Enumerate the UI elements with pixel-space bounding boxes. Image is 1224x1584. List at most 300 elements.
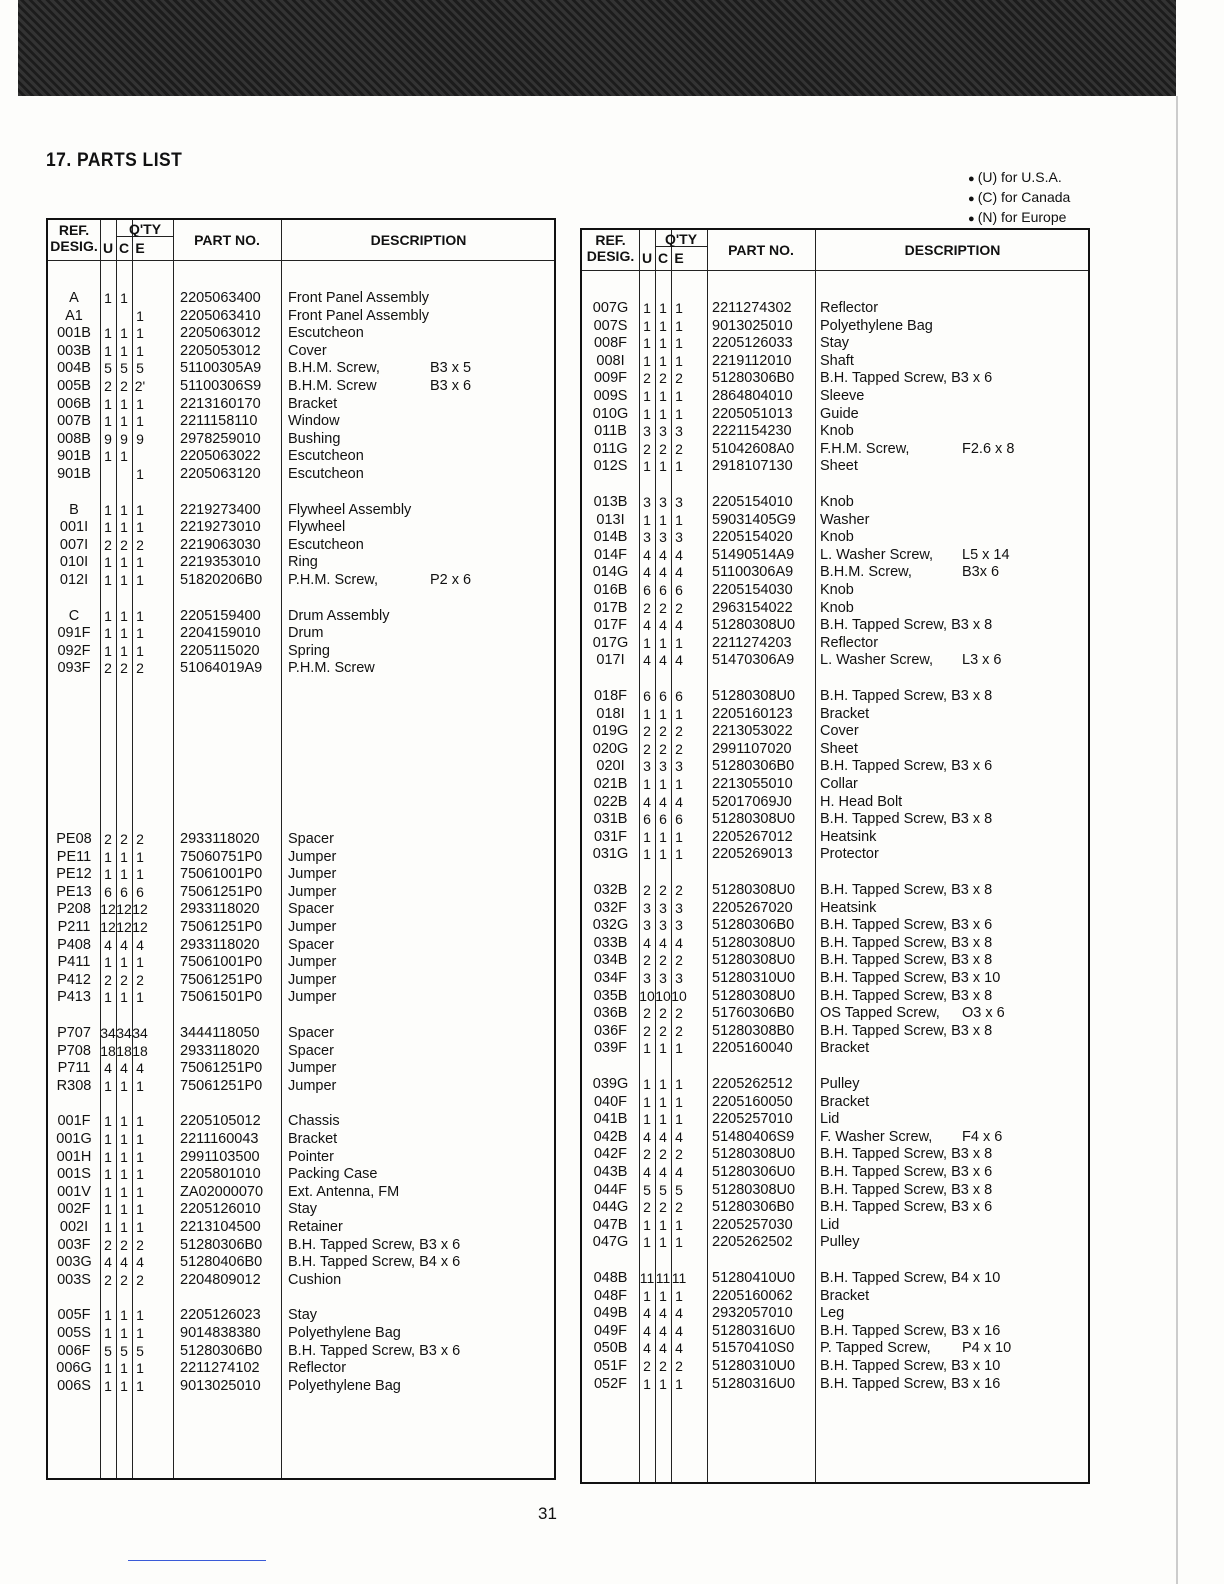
- qty-u: 1: [643, 634, 651, 651]
- qty-e: 1: [675, 511, 683, 528]
- qty-c: 1: [659, 705, 667, 722]
- qty-e: 6: [675, 582, 683, 598]
- table-row: [582, 547, 1088, 564]
- description: B.H. Tapped Screw, B3 x 8: [820, 882, 993, 898]
- qty-u: 1: [643, 705, 651, 722]
- qty-u: 1: [104, 1201, 112, 1218]
- description: Washer: [820, 511, 870, 528]
- qty-e: 1: [675, 705, 683, 722]
- qty-u: 2: [104, 1236, 112, 1253]
- qty-e: 1: [136, 1201, 144, 1218]
- screw-size: P2 x 6: [430, 572, 472, 588]
- part-number: 9014838380: [180, 1325, 261, 1341]
- qty-e: 1: [136, 625, 144, 642]
- screw-size: B3 x 6: [430, 378, 472, 394]
- part-number: 51280308U0: [712, 688, 796, 704]
- qty-u: 1: [104, 395, 112, 412]
- qty-c-header: C: [118, 240, 130, 256]
- description: L. Washer Screw,: [820, 652, 934, 669]
- ref-header-line2: DESIG.: [50, 238, 98, 254]
- qty-c: 1: [120, 1360, 128, 1377]
- screw-size: B3x 6: [962, 564, 1000, 581]
- qty-u: 4: [643, 1322, 651, 1339]
- table-row: [48, 643, 554, 660]
- description: P.H.M. Screw,: [288, 572, 378, 588]
- part-number: 75060751P0: [180, 848, 263, 865]
- qty-u: 2: [104, 378, 112, 394]
- part-number: 2219273010: [180, 519, 261, 536]
- table-row: [582, 1323, 1088, 1340]
- table-row: [582, 829, 1088, 846]
- qty-c: 1: [120, 866, 128, 883]
- qty-u: 9: [104, 430, 112, 447]
- ref-designator: 007I: [59, 536, 89, 553]
- description: B.H. Tapped Screw, B3 x 8: [820, 617, 993, 634]
- description: Knob: [820, 599, 854, 616]
- ref-designator: 093F: [57, 660, 91, 677]
- qty-e: 1: [675, 1111, 683, 1128]
- part-number: 75061251P0: [180, 919, 263, 935]
- parts-table-right: [580, 228, 1090, 1484]
- table-row: [48, 325, 554, 342]
- part-number: 2205267020: [712, 899, 793, 916]
- qty-e: 9: [136, 430, 144, 447]
- ref-designator: A1: [65, 307, 83, 324]
- qty-c: 1: [659, 1375, 667, 1392]
- description: B.H. Tapped Screw, B3 x 6: [288, 1342, 461, 1359]
- qty-e: 1: [136, 1325, 144, 1341]
- description: Chassis: [288, 1113, 340, 1130]
- table-row: [582, 882, 1088, 899]
- ref-designator: 010I: [59, 554, 89, 571]
- table-row: [582, 1376, 1088, 1393]
- table-row: [48, 1272, 554, 1289]
- table-row: [582, 300, 1088, 317]
- qty-e: 34: [132, 1025, 148, 1041]
- table-row: [582, 318, 1088, 335]
- ref-designator: 039F: [593, 1040, 628, 1057]
- screw-size: F2.6 x 8: [962, 440, 1015, 457]
- qty-c: 1: [120, 1377, 128, 1394]
- qty-u: 1: [643, 1093, 651, 1110]
- qty-c: 2: [120, 1271, 128, 1288]
- qty-u: 6: [643, 688, 651, 704]
- ref-designator: 014B: [593, 529, 628, 546]
- description: Escutcheon: [288, 448, 364, 465]
- qty-c: 2: [659, 1358, 667, 1374]
- ref-designator: 047G: [592, 1234, 629, 1251]
- description: B.H. Tapped Screw, B3 x 6: [288, 1236, 461, 1253]
- part-number: 2205262512: [712, 1076, 793, 1092]
- qty-u: 1: [104, 1113, 112, 1130]
- qty-u: 1: [643, 1076, 651, 1092]
- part-number: 2221154230: [712, 423, 792, 440]
- part-number: 2205269013: [712, 846, 793, 863]
- ref-designator: 011B: [594, 423, 627, 440]
- table-row: [582, 1234, 1088, 1251]
- qty-u: 1: [104, 290, 112, 306]
- ref-designator: 005S: [57, 1325, 91, 1341]
- description: Sheet: [820, 458, 858, 475]
- qty-u: 4: [643, 564, 651, 581]
- table-row: [48, 413, 554, 430]
- note-canada: ● (C) for Canada: [968, 188, 1070, 208]
- description: B.H. Tapped Screw, B3 x 8: [820, 688, 993, 704]
- header-rule: [48, 260, 554, 261]
- qty-u: 1: [104, 1360, 112, 1377]
- part-number: 2933118020: [180, 901, 260, 918]
- table-row: [582, 1164, 1088, 1181]
- ref-designator: PE08: [56, 831, 92, 847]
- part-number: 2933118020: [180, 1042, 260, 1059]
- part-number: 51280308U0: [712, 882, 796, 898]
- qty-u: 3: [643, 899, 651, 916]
- qty-e: 1: [675, 1093, 683, 1110]
- qty-c: 11: [655, 1270, 671, 1286]
- qty-c: 6: [659, 582, 667, 598]
- qty-c: 2: [659, 723, 667, 740]
- table-row: [48, 849, 554, 866]
- ref-designator: PE13: [56, 883, 92, 900]
- part-number: 2205154020: [712, 529, 793, 546]
- part-number: 51280306B0: [712, 758, 795, 775]
- qty-c: 1: [120, 448, 128, 465]
- ref-designator: 016B: [593, 582, 628, 598]
- table-row: [582, 1217, 1088, 1234]
- qty-c: 34: [116, 1025, 132, 1041]
- part-number: 51280306B0: [180, 1342, 263, 1359]
- qty-u-header: U: [641, 250, 653, 266]
- qty-c: 2: [659, 370, 667, 387]
- table-row: [582, 1288, 1088, 1305]
- qty-header: Q'TY: [664, 231, 698, 247]
- ref-designator: 007S: [593, 317, 628, 334]
- qty-e: 2: [675, 882, 683, 898]
- qty-c: 1: [120, 1148, 128, 1165]
- qty-c: 5: [120, 1342, 128, 1359]
- qty-c: 1: [659, 352, 667, 369]
- qty-e: 1: [675, 405, 683, 422]
- qty-c: 1: [120, 1307, 128, 1324]
- qty-c: 1: [120, 501, 128, 518]
- qty-u: 4: [643, 652, 651, 669]
- qty-c: 4: [659, 793, 667, 810]
- table-row: [582, 776, 1088, 793]
- qty-e: 1: [136, 989, 144, 1006]
- qty-u: 1: [104, 1325, 112, 1341]
- part-number: 51280308B0: [712, 1022, 795, 1039]
- part-number: 2205053012: [180, 342, 261, 359]
- qty-u: 1: [643, 1234, 651, 1251]
- part-number: 2211274203: [712, 634, 792, 651]
- ref-designator: 019G: [592, 723, 629, 740]
- qty-c: 2: [659, 599, 667, 616]
- qty-c: 2: [659, 1022, 667, 1039]
- description: Jumper: [288, 919, 337, 935]
- description: F. Washer Screw,: [820, 1128, 933, 1145]
- ref-designator: 033B: [593, 934, 628, 951]
- qty-u: 1: [643, 300, 651, 316]
- ref-designator: C: [68, 607, 80, 624]
- ref-designator: P408: [57, 936, 91, 953]
- qty-c: 1: [659, 828, 667, 845]
- qty-c: 6: [659, 811, 667, 828]
- qty-c: 3: [659, 899, 667, 916]
- table-row: [48, 290, 554, 307]
- part-number: 2205063410: [180, 307, 261, 324]
- qty-u: 1: [104, 607, 112, 624]
- ref-designator: 035B: [593, 987, 628, 1004]
- part-number: 75061251P0: [180, 1060, 263, 1077]
- qty-c: 1: [120, 607, 128, 624]
- part-number: 2205160040: [712, 1040, 793, 1057]
- description: Jumper: [288, 989, 337, 1006]
- qty-u: 2: [643, 723, 651, 740]
- qty-e: 4: [675, 652, 683, 669]
- description: Polyethylene Bag: [820, 317, 933, 334]
- qty-e: 1: [675, 828, 683, 845]
- qty-u: 1: [104, 501, 112, 518]
- qty-u: 1: [104, 625, 112, 642]
- qty-e: 2: [675, 1146, 683, 1163]
- part-number: 51280308U0: [712, 934, 796, 951]
- ref-designator: 044G: [592, 1199, 629, 1216]
- table-row: [582, 600, 1088, 617]
- qty-e: 1: [675, 388, 683, 404]
- ref-designator: P413: [57, 989, 91, 1006]
- screw-size: B3 x 5: [430, 360, 472, 377]
- description: Cover: [288, 342, 327, 359]
- qty-c: 2: [659, 1005, 667, 1022]
- table-row: [582, 970, 1088, 987]
- page-number: 31: [538, 1504, 557, 1523]
- ref-designator: 003F: [57, 1236, 91, 1253]
- table-row: [582, 582, 1088, 599]
- qty-e: 4: [675, 1340, 683, 1357]
- table-row: [48, 519, 554, 536]
- part-number: 2211274102: [180, 1360, 260, 1377]
- table-row: [48, 1307, 554, 1324]
- description: Stay: [820, 335, 850, 352]
- table-row: [48, 989, 554, 1006]
- table-row: [48, 1325, 554, 1342]
- qty-c: 2: [120, 831, 128, 847]
- table-row: [582, 335, 1088, 352]
- qty-c: 3: [659, 758, 667, 775]
- part-number: 2933118020: [180, 831, 260, 847]
- part-number: 2205063012: [180, 325, 261, 342]
- qty-e: 1: [675, 317, 683, 334]
- qty-c: 1: [659, 1216, 667, 1233]
- qty-e: 2: [675, 740, 683, 757]
- description: B.H. Tapped Screw, B3 x 10: [820, 970, 1001, 986]
- part-number: 51280308U0: [712, 987, 796, 1004]
- qty-u: 3: [643, 970, 651, 986]
- part-number: 2205262502: [712, 1234, 793, 1251]
- qty-e: 1: [136, 325, 144, 342]
- part-number: 2211158110: [180, 413, 258, 430]
- qty-u: 2: [104, 831, 112, 847]
- part-number: 51280308U0: [712, 952, 796, 969]
- description: P. Tapped Screw,: [820, 1340, 931, 1357]
- qty-u-header: U: [102, 240, 114, 256]
- description: Polyethylene Bag: [288, 1377, 401, 1394]
- qty-e: 1: [136, 501, 144, 518]
- part-number: 51820206B0: [180, 572, 263, 588]
- ref-designator: 034F: [593, 970, 628, 986]
- table-row: [582, 1005, 1088, 1022]
- qty-c: 4: [659, 934, 667, 951]
- qty-u: 1: [643, 458, 651, 475]
- region-notes: [968, 168, 1070, 228]
- qty-c: 1: [659, 388, 667, 404]
- qty-u: 3: [643, 917, 651, 934]
- ref-designator: 041B: [593, 1111, 628, 1128]
- ref-designator: 014F: [593, 546, 628, 563]
- part-number: 2205257010: [712, 1111, 793, 1128]
- qty-u: 2: [643, 370, 651, 387]
- table-row: [48, 1343, 554, 1360]
- table-row: [582, 1358, 1088, 1375]
- ref-designator: 005B: [57, 378, 91, 394]
- qty-c: 5: [659, 1181, 667, 1198]
- description: B.H. Tapped Screw, B3 x 8: [820, 987, 993, 1004]
- part-number: 51280316U0: [712, 1322, 796, 1339]
- table-row: [48, 1254, 554, 1271]
- table-row: [48, 1131, 554, 1148]
- part-number: 2205801010: [180, 1166, 261, 1183]
- table-row: [48, 972, 554, 989]
- qty-e: 6: [675, 688, 683, 704]
- ref-designator: 007G: [592, 300, 629, 316]
- description: P.H.M. Screw: [288, 660, 375, 677]
- ref-designator: 031G: [592, 846, 629, 863]
- qty-u: 1: [643, 1216, 651, 1233]
- qty-c: 6: [120, 883, 128, 900]
- description: Drum: [288, 625, 324, 642]
- part-number: 52017069J0: [712, 793, 792, 810]
- description: Bracket: [820, 705, 870, 722]
- qty-c: 4: [659, 652, 667, 669]
- part-number: 2978259010: [180, 430, 261, 447]
- qty-u: 11: [639, 1270, 655, 1286]
- description: B.H. Tapped Screw, B3 x 16: [820, 1375, 1001, 1392]
- qty-u: 34: [100, 1025, 116, 1041]
- qty-c: 1: [120, 1113, 128, 1130]
- screw-size: P4 x 10: [962, 1340, 1012, 1357]
- table-row: [582, 353, 1088, 370]
- description: Polyethylene Bag: [288, 1325, 401, 1341]
- part-number: 75061251P0: [180, 1077, 263, 1094]
- part-number: 2205154030: [712, 582, 793, 598]
- qty-e: 1: [136, 1148, 144, 1165]
- ref-designator: R308: [56, 1077, 92, 1094]
- qty-e: 1: [136, 866, 144, 883]
- part-number: 2932057010: [712, 1305, 793, 1322]
- ref-designator: P412: [57, 971, 91, 988]
- qty-u: 1: [104, 1183, 112, 1200]
- ref-designator: 042B: [593, 1128, 628, 1145]
- qty-u: 1: [104, 642, 112, 659]
- description: Reflector: [288, 1360, 347, 1377]
- qty-e: 1: [675, 634, 683, 651]
- qty-e: 6: [675, 811, 683, 828]
- ref-designator: 012I: [59, 572, 89, 588]
- description: Bushing: [288, 430, 341, 447]
- qty-e: 1: [136, 1219, 144, 1235]
- qty-u: 18: [100, 1042, 116, 1059]
- qty-c: 1: [120, 1131, 128, 1147]
- qty-e: 10: [671, 987, 687, 1004]
- table-row: [582, 688, 1088, 705]
- table-row: [48, 537, 554, 554]
- ref-designator: 002F: [57, 1201, 91, 1218]
- table-row: [48, 1166, 554, 1183]
- qty-e: 4: [136, 1254, 144, 1271]
- table-row: [48, 1201, 554, 1218]
- description: Jumper: [288, 1060, 337, 1077]
- ref-designator: 049F: [593, 1322, 628, 1339]
- qty-e: 3: [675, 899, 683, 916]
- qty-c: 2: [659, 740, 667, 757]
- part-number: 51100306S9: [180, 378, 262, 394]
- qty-e: 4: [675, 934, 683, 951]
- table-row: [48, 1237, 554, 1254]
- qty-u: 1: [104, 1131, 112, 1147]
- part-number: 51064019A9: [180, 660, 263, 677]
- part-number: 9013025010: [712, 317, 793, 334]
- qty-e: 4: [675, 617, 683, 634]
- part-number: 51280308U0: [712, 1181, 796, 1198]
- qty-c: 2: [120, 971, 128, 988]
- qty-e: 1: [136, 342, 144, 359]
- ref-designator: P711: [57, 1060, 91, 1077]
- qty-u: 2: [104, 1271, 112, 1288]
- qty-e: 1: [136, 1307, 144, 1324]
- qty-e: 2: [675, 440, 683, 457]
- qty-u: 1: [643, 388, 651, 404]
- description: Shaft: [820, 352, 854, 369]
- part-number: 51760306B0: [712, 1005, 795, 1022]
- qty-u: 4: [643, 1305, 651, 1322]
- table-row: [48, 937, 554, 954]
- qty-c: 4: [120, 1060, 128, 1077]
- qty-u: 1: [104, 413, 112, 430]
- qty-e: 4: [136, 1060, 144, 1077]
- qty-c: 2: [659, 1146, 667, 1163]
- parts-table-left: [46, 218, 556, 1480]
- qty-e: 1: [675, 352, 683, 369]
- qty-c: 4: [659, 564, 667, 581]
- ref-designator: 044F: [593, 1181, 628, 1198]
- description: Jumper: [288, 971, 337, 988]
- description: Pulley: [820, 1234, 860, 1251]
- qty-c: 4: [659, 1322, 667, 1339]
- qty-u: 6: [643, 811, 651, 828]
- part-number: 51280308U0: [712, 1146, 796, 1163]
- table-row: [582, 1111, 1088, 1128]
- qty-u: 1: [104, 1307, 112, 1324]
- table-row: [582, 512, 1088, 529]
- table-row: [48, 901, 554, 918]
- table-row: [582, 1146, 1088, 1163]
- part-number: 51570410S0: [712, 1340, 795, 1357]
- qty-c: 1: [659, 335, 667, 352]
- part-number: 2205257030: [712, 1216, 793, 1233]
- description: Flywheel Assembly: [288, 501, 412, 518]
- qty-u: 1: [104, 448, 112, 465]
- qty-e: 2: [675, 952, 683, 969]
